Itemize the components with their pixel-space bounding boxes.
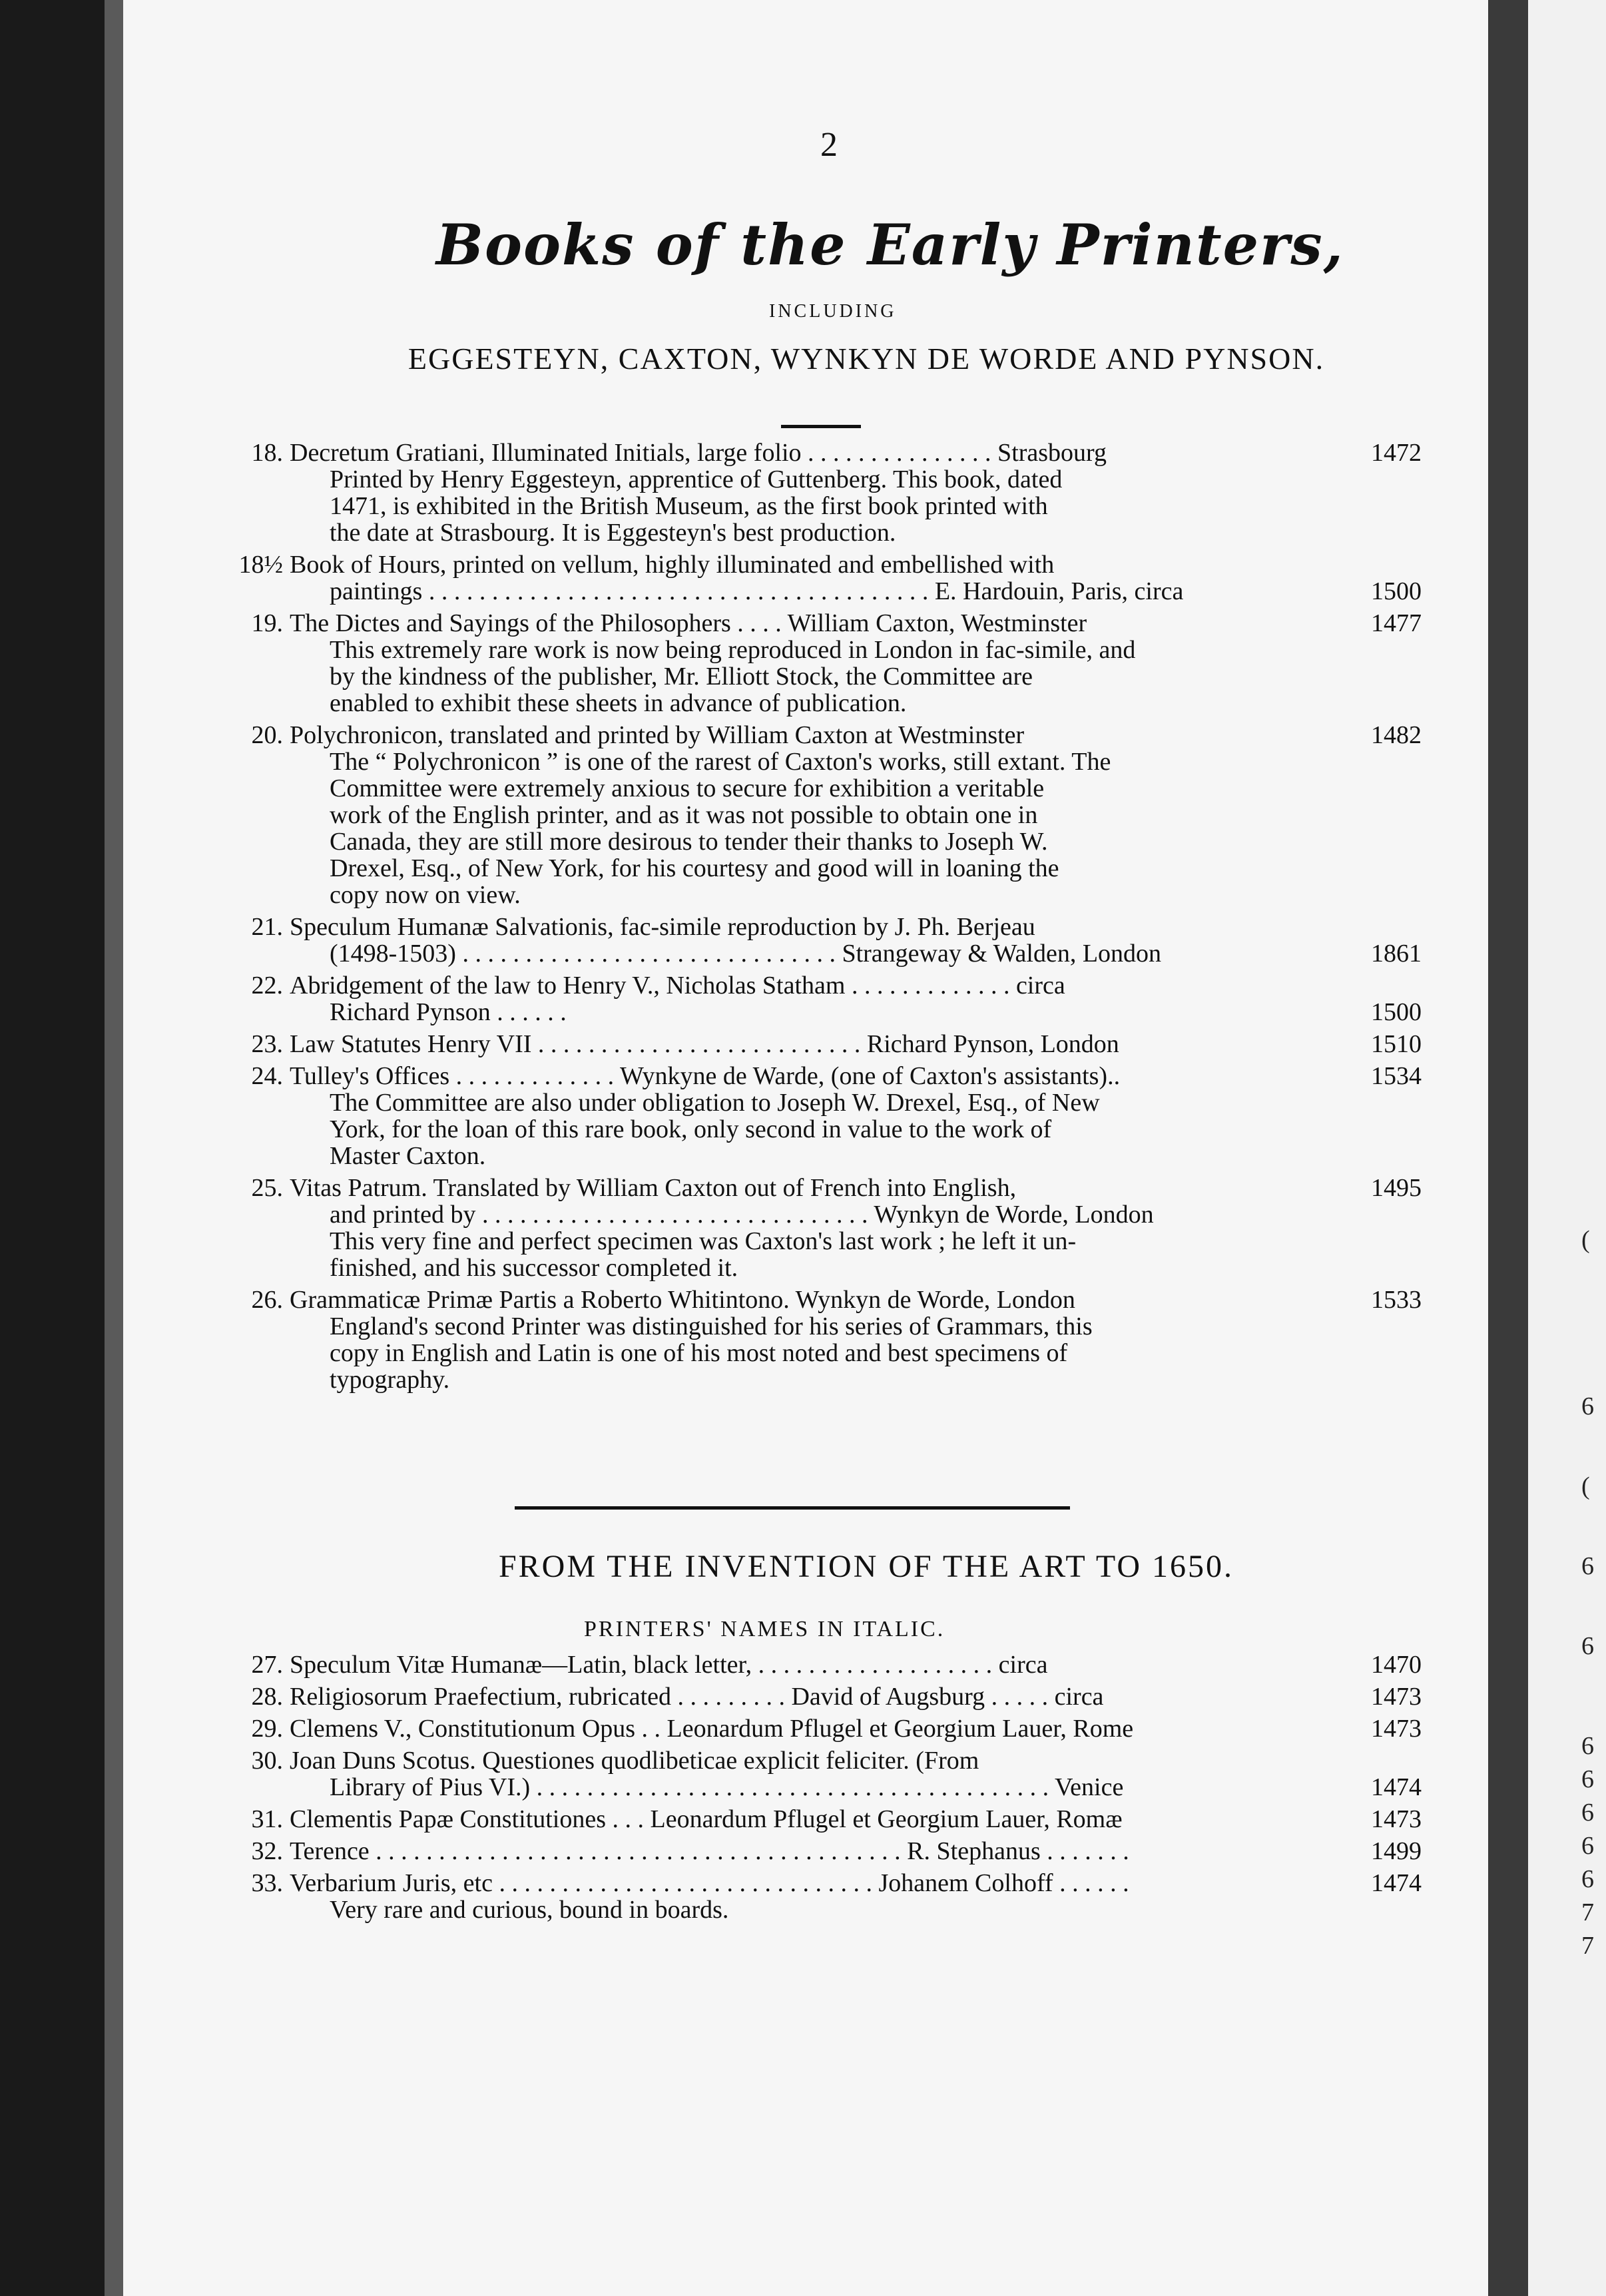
entry-line [236,519,1422,546]
entry-title: Joan Duns Scotus. Questiones quodlibeticae explicit feliciter. (From [290,1747,979,1774]
entry-note: Canada, they are still more desirous to tender their thanks to Joseph W. [330,828,1048,855]
margin-fragment: ( [1581,1226,1590,1254]
entry-line [236,493,1422,519]
entry-line [236,1031,1422,1057]
entry-note: 1471, is exhibited in the British Museum, as the first book printed with [330,493,1048,519]
entry-line [236,551,1422,578]
entry-title: Verbarium Juris, etc . . . . . . . . . . . . . . . . . . . . . . . . . . . . . . Johanem Colhoff . . . . . . [290,1870,1129,1896]
entry-date: 1510 [1371,1030,1422,1058]
entry-note: and printed by . . . . . . . . . . . . . . . . . . . . . . . . . . . . . . . Wynkyn de Worde, London [330,1201,1154,1228]
entry-note: paintings . . . . . . . . . . . . . . . . . . . . . . . . . . . . . . . . . . . . . . . . E. Hardouin, Paris, circa [330,578,1184,605]
entry-number: 33. [251,1869,283,1897]
entry-title: The Dictes and Sayings of the Philosophers . . . . William Caxton, Westminster [290,610,1087,637]
entry-line [236,1089,1422,1116]
margin-fragment: 6 [1581,1632,1594,1660]
entry-line [236,1366,1422,1393]
entry-number: 19. [251,609,283,637]
entry-number: 18. [251,439,283,467]
entry-line [236,610,1422,637]
scan-left-edge [0,0,123,2296]
entry-number: 24. [251,1062,283,1090]
entry-date: 1533 [1371,1286,1422,1314]
entry-line [236,1806,1422,1833]
page-title: Books of the Early Printers, [436,212,1344,278]
entry-note: This extremely rare work is now being reproduced in London in fac-simile, and [330,637,1136,663]
entry-note: copy now on view. [330,882,521,908]
entry-line [236,722,1422,748]
entry-date: 1477 [1371,609,1422,637]
entry-line [236,1228,1422,1255]
entry-line [236,748,1422,775]
section-subheading: PRINTERS' NAMES IN ITALIC. [584,1617,945,1641]
entry-date: 1495 [1371,1174,1422,1202]
entry-note: This very fine and perfect specimen was Caxton's last work ; he left it un- [330,1228,1077,1255]
entry-number: 31. [251,1805,283,1833]
entry-line [236,1287,1422,1313]
entry-line [236,1313,1422,1340]
entry-line [236,999,1422,1025]
margin-fragment: 7 [1581,1898,1594,1926]
margin-fragment: 6 [1581,1392,1594,1420]
entry-title: Law Statutes Henry VII . . . . . . . . . . . . . . . . . . . . . . . . . . Richard Pynson, London [290,1031,1119,1057]
entry-date: 1861 [1371,940,1422,968]
margin-fragment: 6 [1581,1732,1594,1760]
entry-title: Abridgement of the law to Henry V., Nicholas Statham . . . . . . . . . . . . . circa [290,972,1065,999]
entry-date: 1499 [1371,1837,1422,1865]
entry-line [236,1201,1422,1228]
entry-line [236,1063,1422,1089]
entry-line [236,663,1422,690]
entry-line [236,914,1422,940]
divider-short [781,425,861,428]
entry-note: Richard Pynson . . . . . . [330,999,567,1025]
entry-note: Library of Pius VI.) . . . . . . . . . . . . . . . . . . . . . . . . . . . . . . . . . . . . . . . . . Venice [330,1774,1124,1801]
entry-title: Clemens V., Constitutionum Opus . . Leonardum Pflugel et Georgium Lauer, Rome [290,1715,1134,1742]
entry-note: copy in English and Latin is one of his most noted and best specimens of [330,1340,1068,1366]
printers-line: EGGESTEYN, CAXTON, WYNKYN DE WORDE AND PYNSON. [407,342,1325,376]
entry-line [236,972,1422,999]
entry-line [236,1870,1422,1896]
entry-title: Vitas Patrum. Translated by William Caxton out of French into English, [290,1175,1017,1201]
entry-title: Grammaticæ Primæ Partis a Roberto Whitintono. Wynkyn de Worde, London [290,1287,1075,1313]
entry-number: 22. [251,972,283,1000]
entry-title: Tulley's Offices . . . . . . . . . . . . . Wynkyne de Warde, (one of Caxton's assistants).. [290,1063,1121,1089]
entry-date: 1500 [1371,577,1422,605]
entry-title: Terence . . . . . . . . . . . . . . . . . . . . . . . . . . . . . . . . . . . . . . . . . . R. Stephanus . . . . . . . [290,1838,1129,1865]
entry-title: Speculum Vitæ Humanæ—Latin, black letter, . . . . . . . . . . . . . . . . . . . circa [290,1651,1048,1678]
entry-number: 21. [251,913,283,941]
entry-line [236,1255,1422,1281]
entry-line [236,1838,1422,1865]
entry-number: 18½ [238,551,283,579]
page-gutter [1488,0,1528,2296]
entry-number: 20. [251,721,283,749]
entry-number: 27. [251,1651,283,1679]
entry-date: 1473 [1371,1683,1422,1711]
entry-line [236,940,1422,967]
entry-date: 1474 [1371,1773,1422,1801]
entry-line [236,1340,1422,1366]
entry-number: 26. [251,1286,283,1314]
entry-note: finished, and his successor completed it. [330,1255,738,1281]
entry-note: Very rare and curious, bound in boards. [330,1896,729,1923]
page-number: 2 [820,126,838,164]
entry-number: 28. [251,1683,283,1711]
entry-line [236,855,1422,882]
adjacent-page-edge [1528,0,1606,2296]
entry-line [236,1774,1422,1801]
entry-date: 1474 [1371,1869,1422,1897]
entry-note: Printed by Henry Eggesteyn, apprentice of Guttenberg. This book, dated [330,466,1063,493]
entry-list-invention-to-1650 [236,1651,1422,1928]
entry-note: Committee were extremely anxious to secure for exhibition a veritable [330,775,1045,802]
entry-line [236,1651,1422,1678]
section-heading: FROM THE INVENTION OF THE ART TO 1650. [498,1549,1234,1584]
subtitle-including: INCLUDING [769,301,897,322]
document-page [123,0,1488,2296]
entry-line [236,1747,1422,1774]
divider-long [515,1506,1070,1510]
margin-fragment: 6 [1581,1765,1594,1793]
entry-date: 1473 [1371,1805,1422,1833]
entry-note: The “ Polychronicon ” is one of the rarest of Caxton's works, still extant. The [330,748,1111,775]
entry-line [236,1715,1422,1742]
entry-date: 1482 [1371,721,1422,749]
entry-note: Drexel, Esq., of New York, for his courtesy and good will in loaning the [330,855,1059,882]
entry-note: work of the English printer, and as it was not possible to obtain one in [330,802,1038,828]
entry-note: England's second Printer was distinguished for his series of Grammars, this [330,1313,1093,1340]
entry-line [236,775,1422,802]
entry-title: Book of Hours, printed on vellum, highly illuminated and embellished with [290,551,1055,578]
entry-list-early-printers [236,439,1422,1398]
entry-title: Speculum Humanæ Salvationis, fac-simile reproduction by J. Ph. Berjeau [290,914,1035,940]
entry-line [236,802,1422,828]
entry-number: 30. [251,1747,283,1775]
margin-fragment: 6 [1581,1552,1594,1580]
margin-fragment: 7 [1581,1932,1594,1960]
entry-line [236,1175,1422,1201]
margin-fragment: 6 [1581,1799,1594,1827]
entry-note: by the kindness of the publisher, Mr. Elliott Stock, the Committee are [330,663,1033,690]
entry-note: the date at Strasbourg. It is Eggesteyn's best production. [330,519,896,546]
entry-date: 1472 [1371,439,1422,467]
entry-number: 25. [251,1174,283,1202]
entry-date: 1500 [1371,998,1422,1026]
entry-line [236,466,1422,493]
entry-note: York, for the loan of this rare book, only second in value to the work of [330,1116,1052,1143]
entry-note: Master Caxton. [330,1143,486,1169]
entry-line [236,439,1422,466]
entry-note: typography. [330,1366,450,1393]
entry-line [236,637,1422,663]
entry-date: 1534 [1371,1062,1422,1090]
entry-title: Clementis Papæ Constitutiones . . . Leonardum Pflugel et Georgium Lauer, Romæ [290,1806,1123,1833]
entry-number: 29. [251,1715,283,1743]
entry-number: 32. [251,1837,283,1865]
entry-line [236,1143,1422,1169]
entry-note: The Committee are also under obligation to Joseph W. Drexel, Esq., of New [330,1089,1100,1116]
entry-title: Polychronicon, translated and printed by William Caxton at Westminster [290,722,1025,748]
entry-line [236,828,1422,855]
entry-line [236,1116,1422,1143]
margin-fragment: 6 [1581,1865,1594,1893]
margin-fragment: ( [1581,1472,1590,1500]
entry-note: enabled to exhibit these sheets in advance of publication. [330,690,907,717]
entry-date: 1470 [1371,1651,1422,1679]
entry-date: 1473 [1371,1715,1422,1743]
entry-title: Religiosorum Praefectium, rubricated . . . . . . . . . David of Augsburg . . . . . circa [290,1683,1104,1710]
entry-line [236,578,1422,605]
margin-fragment: 6 [1581,1832,1594,1860]
entry-note: (1498-1503) . . . . . . . . . . . . . . . . . . . . . . . . . . . . . . Strangeway & Walden, London [330,940,1162,967]
entry-line [236,1896,1422,1923]
entry-title: Decretum Gratiani, Illuminated Initials, large folio . . . . . . . . . . . . . . . Strasbourg [290,439,1107,466]
entry-line [236,1683,1422,1710]
entry-number: 23. [251,1030,283,1058]
entry-line [236,882,1422,908]
entry-line [236,690,1422,717]
